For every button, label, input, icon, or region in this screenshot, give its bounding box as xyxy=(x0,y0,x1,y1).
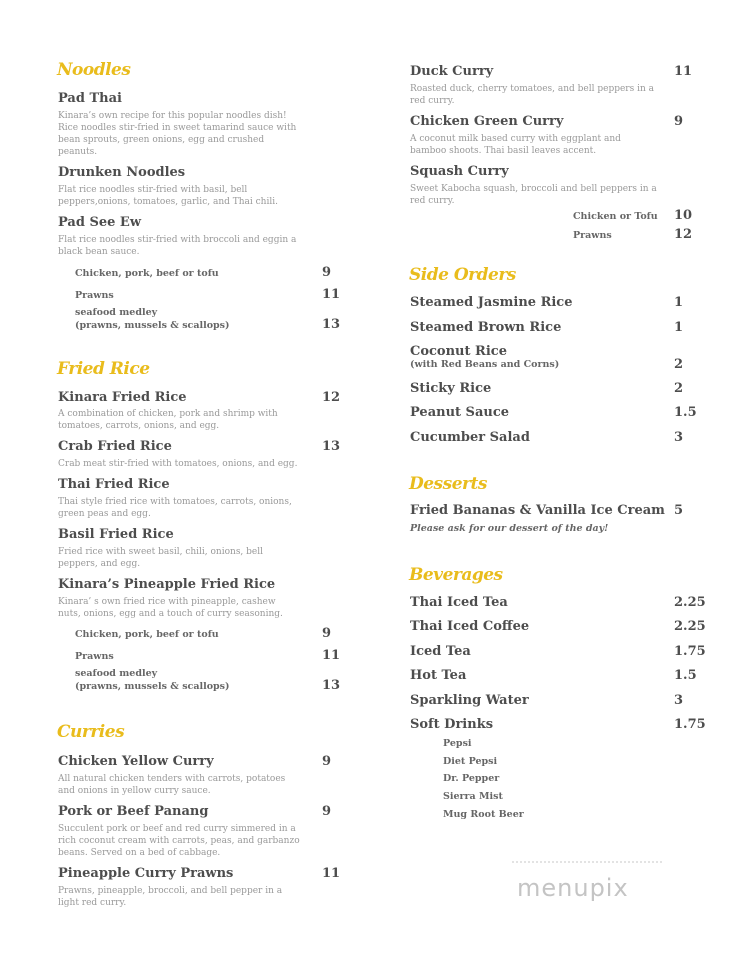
price-pork-beef-panang: 9 xyxy=(322,804,332,819)
section-title-noodles: Noodles xyxy=(57,60,131,80)
item-beverage: Sparkling Water xyxy=(410,693,529,708)
option-label-detail: (prawns, mussels & scallops) xyxy=(75,320,230,331)
item-side: Steamed Brown Rice xyxy=(410,320,562,335)
section-title-desserts: Desserts xyxy=(409,474,487,494)
option-label: Prawns xyxy=(75,651,114,662)
desc-pad-thai: Kinara’s own recipe for this popular noodles dish! Rice noodles stir-fried in sweet tamarind sauce with bean sprouts, green onions, egg and crushed peanuts. xyxy=(58,111,297,157)
option-label: seafood medley xyxy=(75,668,158,679)
desc-squash-curry: Sweet Kabocha squash, broccoli and bell peppers in a red curry. xyxy=(410,184,657,206)
desc-pork-beef-panang: Succulent pork or beef and red curry simmered in a rich coconut cream with carrots, peas, and garbanzo beans. Served on a bed of cabbage. xyxy=(58,824,300,858)
price-duck-curry: 11 xyxy=(674,64,693,79)
item-side: Sticky Rice xyxy=(410,381,492,396)
option-label: Chicken, pork, beef or tofu xyxy=(75,268,219,279)
option-label: Prawns xyxy=(75,290,114,301)
watermark-divider xyxy=(512,861,662,863)
item-pork-beef-panang: Pork or Beef Panang xyxy=(58,804,209,819)
desc-chicken-yellow-curry: All natural chicken tenders with carrots, potatoes and onions in yellow curry sauce. xyxy=(58,774,286,796)
price-side: 2 xyxy=(674,381,684,396)
option-price: 9 xyxy=(322,626,332,641)
price-side: 1.5 xyxy=(674,405,697,420)
soft-drink-item: Mug Root Beer xyxy=(443,809,524,820)
price-beverage: 1.75 xyxy=(674,717,706,732)
item-pad-thai: Pad Thai xyxy=(58,91,122,106)
menupix-watermark: menupix xyxy=(517,874,629,902)
item-duck-curry: Duck Curry xyxy=(410,64,494,79)
item-squash-curry: Squash Curry xyxy=(410,164,509,179)
option-price: 11 xyxy=(322,648,341,663)
item-chicken-yellow-curry: Chicken Yellow Curry xyxy=(58,754,214,769)
item-side: Steamed Jasmine Rice xyxy=(410,295,573,310)
soft-drink-item: Diet Pepsi xyxy=(443,756,498,767)
option-label: Chicken, pork, beef or tofu xyxy=(75,629,219,640)
option-price: 13 xyxy=(322,317,341,332)
item-kinara-fried-rice: Kinara Fried Rice xyxy=(58,390,187,405)
item-basil-fried-rice: Basil Fried Rice xyxy=(58,527,174,542)
price-side: 3 xyxy=(674,430,684,445)
price-chicken-green-curry: 9 xyxy=(674,114,684,129)
item-beverage: Thai Iced Coffee xyxy=(410,619,530,634)
item-pineapple-curry-prawns: Pineapple Curry Prawns xyxy=(58,866,234,881)
section-title-fried-rice: Fried Rice xyxy=(57,359,150,379)
section-title-curries: Curries xyxy=(57,722,125,742)
price-beverage: 1.75 xyxy=(674,644,706,659)
soft-drink-item: Sierra Mist xyxy=(443,791,503,802)
item-beverage: Hot Tea xyxy=(410,668,467,683)
option-price: 13 xyxy=(322,678,341,693)
item-side: Peanut Sauce xyxy=(410,405,510,420)
option-price: 12 xyxy=(674,227,693,242)
desc-thai-fried-rice: Thai style fried rice with tomatoes, carrots, onions, green peas and egg. xyxy=(58,497,292,519)
desc-drunken-noodles: Flat rice noodles stir-fried with basil, bell peppers,onions, tomatoes, garlic, and Thai chili. xyxy=(58,185,278,207)
price-dessert: 5 xyxy=(674,503,684,518)
price-beverage: 2.25 xyxy=(674,619,706,634)
option-label: Chicken or Tofu xyxy=(573,211,658,222)
section-title-side-orders: Side Orders xyxy=(409,265,516,285)
dessert-note: Please ask for our dessert of the day! xyxy=(410,523,609,534)
desc-pineapple-curry-prawns: Prawns, pineapple, broccoli, and bell pepper in a light red curry. xyxy=(58,886,283,908)
desc-chicken-green-curry: A coconut milk based curry with eggplant and bamboo shoots. Thai basil leaves accent. xyxy=(410,134,621,156)
option-label-detail: (prawns, mussels & scallops) xyxy=(75,681,230,692)
option-price: 9 xyxy=(322,265,332,280)
item-beverage: Soft Drinks xyxy=(410,717,494,732)
item-chicken-green-curry: Chicken Green Curry xyxy=(410,114,564,129)
price-pineapple-curry-prawns: 11 xyxy=(322,866,341,881)
soft-drink-item: Pepsi xyxy=(443,738,472,749)
price-chicken-yellow-curry: 9 xyxy=(322,754,332,769)
price-beverage: 1.5 xyxy=(674,668,697,683)
section-title-beverages: Beverages xyxy=(409,565,503,585)
desc-pineapple-fried-rice: Kinara’ s own fried rice with pineapple, cashew nuts, onions, egg and a touch of curry seasoning. xyxy=(58,597,283,619)
item-dessert: Fried Bananas & Vanilla Ice Cream xyxy=(410,503,665,518)
desc-basil-fried-rice: Fried rice with sweet basil, chili, onions, bell peppers, and egg. xyxy=(58,547,264,569)
desc-pad-see-ew: Flat rice noodles stir-fried with broccoli and eggin a black bean sauce. xyxy=(58,235,297,257)
price-side: 2 xyxy=(674,357,684,372)
item-side: Cucumber Salad xyxy=(410,430,530,445)
item-pineapple-fried-rice: Kinara’s Pineapple Fried Rice xyxy=(58,577,276,592)
price-side: 1 xyxy=(674,295,684,310)
option-price: 10 xyxy=(674,208,693,223)
price-beverage: 2.25 xyxy=(674,595,706,610)
item-beverage: Iced Tea xyxy=(410,644,471,659)
item-side: Coconut Rice xyxy=(410,344,507,359)
option-label: seafood medley xyxy=(75,307,158,318)
item-thai-fried-rice: Thai Fried Rice xyxy=(58,477,170,492)
soft-drink-item: Dr. Pepper xyxy=(443,773,500,784)
price-crab-fried-rice: 13 xyxy=(322,439,341,454)
item-pad-see-ew: Pad See Ew xyxy=(58,215,142,230)
desc-kinara-fried-rice: A combination of chicken, pork and shrimp with tomatoes, carrots, onions, and egg. xyxy=(58,409,278,431)
item-beverage: Thai Iced Tea xyxy=(410,595,508,610)
price-beverage: 3 xyxy=(674,693,684,708)
option-label: Prawns xyxy=(573,230,612,241)
item-crab-fried-rice: Crab Fried Rice xyxy=(58,439,172,454)
option-price: 11 xyxy=(322,287,341,302)
item-side-sub: (with Red Beans and Corns) xyxy=(410,359,560,370)
desc-duck-curry: Roasted duck, cherry tomatoes, and bell peppers in a red curry. xyxy=(410,84,654,106)
item-drunken-noodles: Drunken Noodles xyxy=(58,165,186,180)
desc-crab-fried-rice: Crab meat stir-fried with tomatoes, onions, and egg. xyxy=(58,459,298,469)
price-kinara-fried-rice: 12 xyxy=(322,390,341,405)
price-side: 1 xyxy=(674,320,684,335)
